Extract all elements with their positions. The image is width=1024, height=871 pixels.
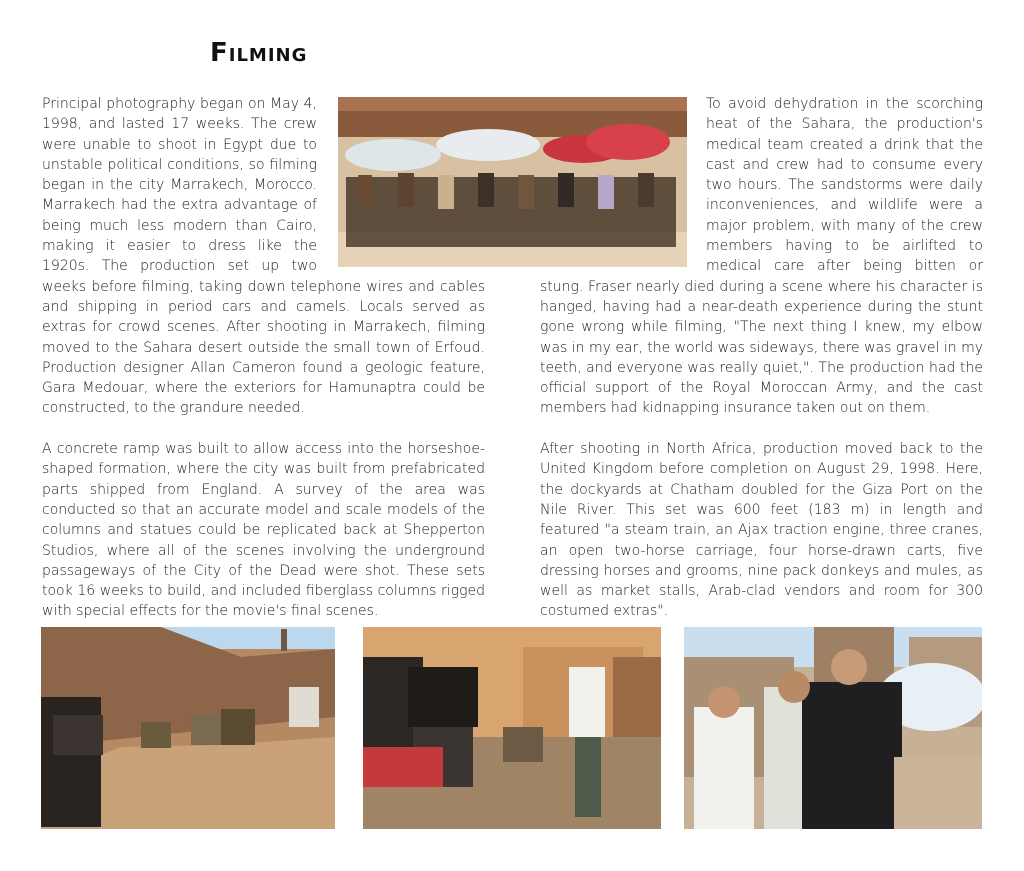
left-paragraph-2: A concrete ramp was built to allow access into the horseshoe-shaped formation, where the city was built from prefabricated parts shipped from England. A survey of the area was conducted so that an accurate model and scale models of the columns and statues could be replicated back at Shepperton Studios, where all of the scenes involving the underground passageways of the City of the Dead were shot. These sets took 16 weeks to build, and included fiberglass columns rigged with special effects for the movie's final scenes. (42, 441, 485, 620)
left-paragraph-1: Principal photography began on May 4, 1998, and lasted 17 weeks. The crew were unable to shoot in Egypt due to unstable political conditions, so filming began in the city Marrakech, Morocco. Marrakech had the extra advantage of being much less modern than Cairo, making it easier to dress like the 1920s. The production set up two weeks before filming, taking down telephone wires and cables and shipping in period cars and camels. Locals served as extras for crowd scenes. After shooting in Marrakech, filming moved to the Sahara desert outside the small town of Erfoud. Production designer Allan Cameron found a geologic feature, Gara Medouar, where the exteriors for Hamunaptra could be constructed, to the grandure needed. (42, 96, 485, 417)
ruins-crew-photo (684, 627, 982, 829)
right-paragraph-2: After shooting in North Africa, production moved back to the United Kingdom before completion on August 29, 1998. Here, the dockyards at Chatham doubled for the Giza Port on the Nile River. This set was 600 feet (183 m) in length and featured "a steam train, an Ajax traction engine, three cranes, an open two-horse carriage, four horse-drawn carts, five dressing horses and grooms, nine pack donkeys and mules, as well as market stalls, Arab-clad vendors and room for 300 costumed extras". (540, 441, 983, 620)
cast-umbrellas-photo (338, 97, 687, 267)
film-crew-camera-photo (363, 627, 661, 829)
right-paragraph-1: To avoid dehydration in the scorching heat of the Sahara, the production's medical team created a drink that the cast and crew had to consume every two hours. The sandstorms were daily inconveniences, and wildlife were a major problem, with many of the crew members having to be airlifted to medical care after being bitten or stung. Fraser nearly died during a scene where his character is hanged, having had a near-death experience during the stunt gone wrong while filming, "The next thing I knew, my elbow was in my ear, the world was sideways, there was gravel in my teeth, and everyone was really quiet,". The production had the official support of the Royal Moroccan Army, and the cast members had kidnapping insurance taken out on them. (540, 96, 983, 417)
soldiers-rifles-photo (41, 627, 335, 829)
section-title: Filming (210, 38, 308, 68)
